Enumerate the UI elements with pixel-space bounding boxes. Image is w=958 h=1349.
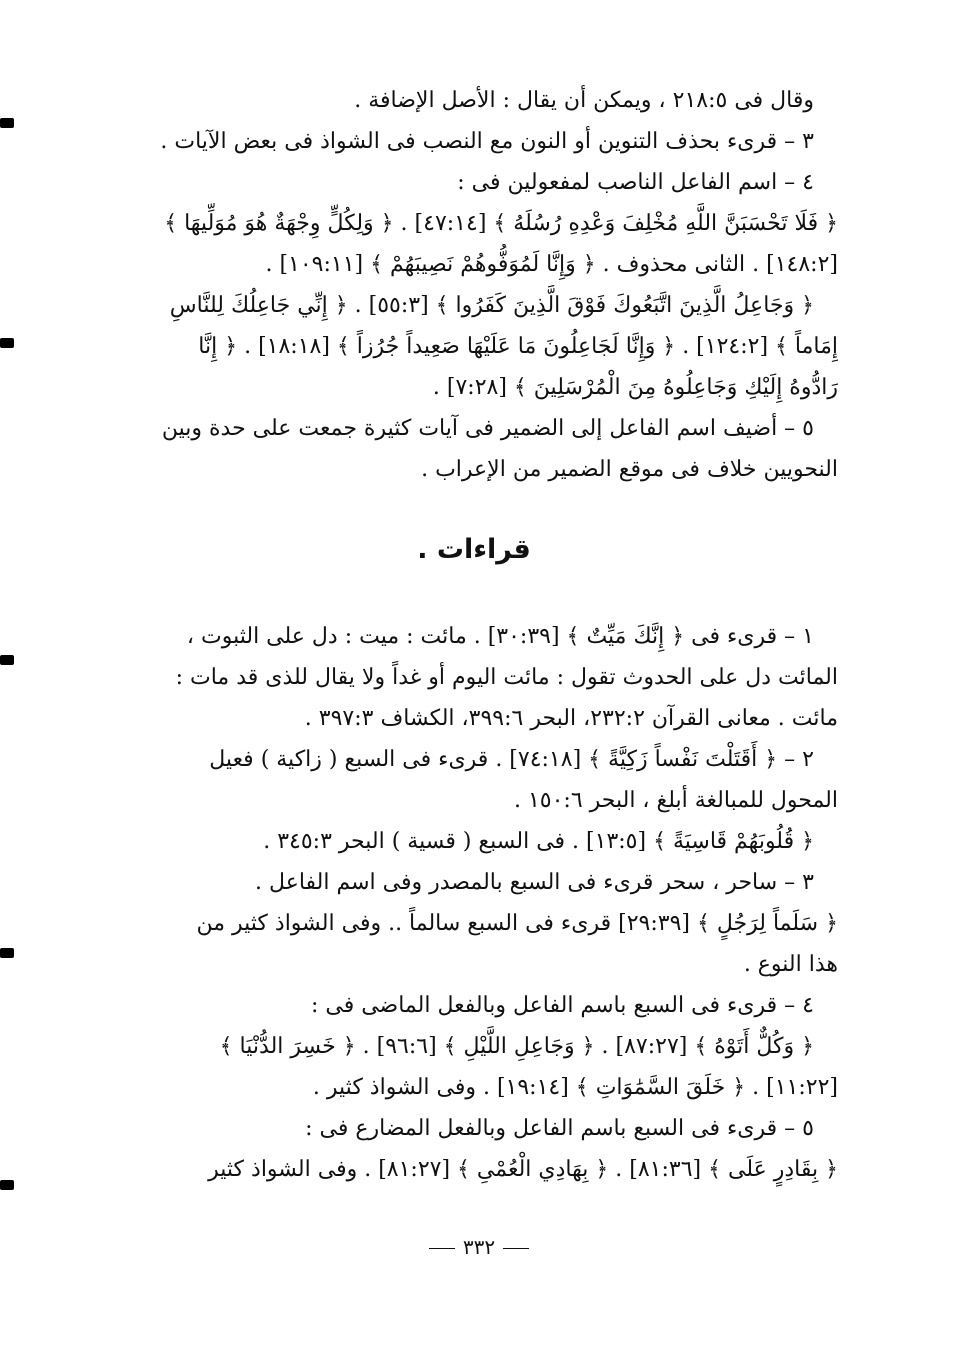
text-line: ﴿ فَلَا تَحْسَبَنَّ اللَّهِ مُخْلِفَ وَعْدِهِ رُسُلَهُ ﴾ [٤٧:١٤] . ﴿ وَلِكُلٍّ وِجْهَةٌ هُوَ مُوَلِّيهَا ﴾ — [164, 211, 838, 236]
text-line: مائت . معانى القرآن ٢٣٢:٢، البحر ٣٩٩:٦، الكشاف ٣٩٧:٣ . — [304, 706, 838, 731]
page-number-footer — [0, 1235, 958, 1259]
text-line: النحويين خلاف فى موقع الضمير من الإعراب . — [421, 457, 838, 482]
text-line: ٣ – قرىء بحذف التنوين أو النون مع النصب فى الشواذ فى بعض الآيات . — [160, 129, 814, 154]
text-line: ١ – قرىء فى ﴿ إِنَّكَ مَيِّتٌ ﴾ [٣٠:٣٩] . مائت : ميت : دل على الثبوت ، — [186, 624, 814, 649]
text-line: ٣ – ساحر ، سحر قرىء فى السبع بالمصدر وفى اسم الفاعل . — [255, 870, 814, 895]
section-grammar — [110, 80, 838, 490]
section-heading: قراءات . — [417, 534, 531, 565]
text-line: هذا النوع . — [743, 952, 838, 977]
text-line: [١٤٨:٢] . الثانى محذوف . ﴿ وَإِنَّا لَمُوَفُّوهُمْ نَصِيبَهُمْ ﴾ [١٠٩:١١] . — [265, 252, 838, 277]
text-line: المحول للمبالغة أبلغ ، البحر ١٥٠:٦ . — [513, 788, 838, 813]
binding-hole-mark — [0, 1180, 14, 1190]
text-line: ﴿ بِقَادِرٍ عَلَى ﴾ [٨١:٣٦] . ﴿ بِهَادِي الْعُمْىِ ﴾ [٨١:٢٧] . وفى الشواذ كثير — [208, 1157, 838, 1182]
text-line: ﴿ قُلُوبَهُمْ قَاسِيَةً ﴾ [١٣:٥] . فى السبع ( قسية ) البحر ٣٤٥:٣ . — [263, 829, 814, 854]
text-line: ٥ – أضيف اسم الفاعل إلى الضمير فى آيات كثيرة جمعت على حدة وبين — [161, 416, 814, 441]
text-line: ﴿ وَجَاعِلُ الَّذِينَ اتَّبَعُوكَ فَوْقَ الَّذِينَ كَفَرُوا ﴾ [٥٥:٣] . ﴿ إِنِّي جَاعِلُكَ لِلنَّاسِ — [169, 293, 814, 318]
section-readings — [110, 616, 838, 1190]
folio-dash — [429, 1248, 455, 1249]
binding-hole-mark — [0, 948, 14, 958]
text-line: ٤ – قرىء فى السبع باسم الفاعل وبالفعل الماضى فى : — [310, 993, 814, 1018]
text-line: ٥ – قرىء فى السبع باسم الفاعل وبالفعل المضارع فى : — [305, 1116, 814, 1141]
binding-hole-mark — [0, 655, 14, 665]
text-line: ٢ – ﴿ أَقَتَلْتَ نَفْساً زَكِيَّةً ﴾ [٧٤:١٨] . قرىء فى السبع ( زاكية ) فعيل — [209, 747, 814, 772]
text-line: [١١:٢٢] . ﴿ خَلَقَ السَّمَٰوَاتِ ﴾ [١٩:١٤] . وفى الشواذ كثير . — [312, 1075, 838, 1100]
binding-hole-mark — [0, 118, 14, 128]
page-number: ٣٣٢ — [462, 1235, 496, 1259]
text-line: ﴿ وَكُلٌّ أَتَوْهُ ﴾ [٨٧:٢٧] . ﴿ وَجَاعِلِ اللَّيْلِ ﴾ [٩٦:٦] . ﴿ خَسِرَ الدُّنْيَا ﴾ — [219, 1034, 814, 1059]
text-line: رَادُّوهُ إِلَيْكِ وَجَاعِلُوهُ مِنَ الْمُرْسَلِينَ ﴾ [٧:٢٨] . — [432, 375, 838, 400]
text-line: ﴿ سَلَماً لِرَجُلٍ ﴾ [٢٩:٣٩] قرىء فى السبع سالماً .. وفى الشواذ كثير من — [196, 911, 838, 936]
text-line: ٤ – اسم الفاعل الناصب لمفعولين فى : — [457, 170, 814, 195]
text-line: المائت دل على الحدوث تقول : مائت اليوم أو غداً ولا يقال للذى قد مات : — [175, 665, 838, 690]
text-line: وقال فى ٢١٨:٥ ، ويمكن أن يقال : الأصل الإضافة . — [354, 88, 814, 113]
folio-dash — [503, 1248, 529, 1249]
binding-hole-mark — [0, 338, 14, 348]
page-body — [110, 80, 838, 1190]
text-line: إِمَاماً ﴾ [١٢٤:٢] . ﴿ وَإِنَّا لَجَاعِلُونَ مَا عَلَيْهَا صَعِيداً جُرُزاً ﴾ [١٨:١٨] . ﴿ إِنَّا — [198, 334, 838, 359]
